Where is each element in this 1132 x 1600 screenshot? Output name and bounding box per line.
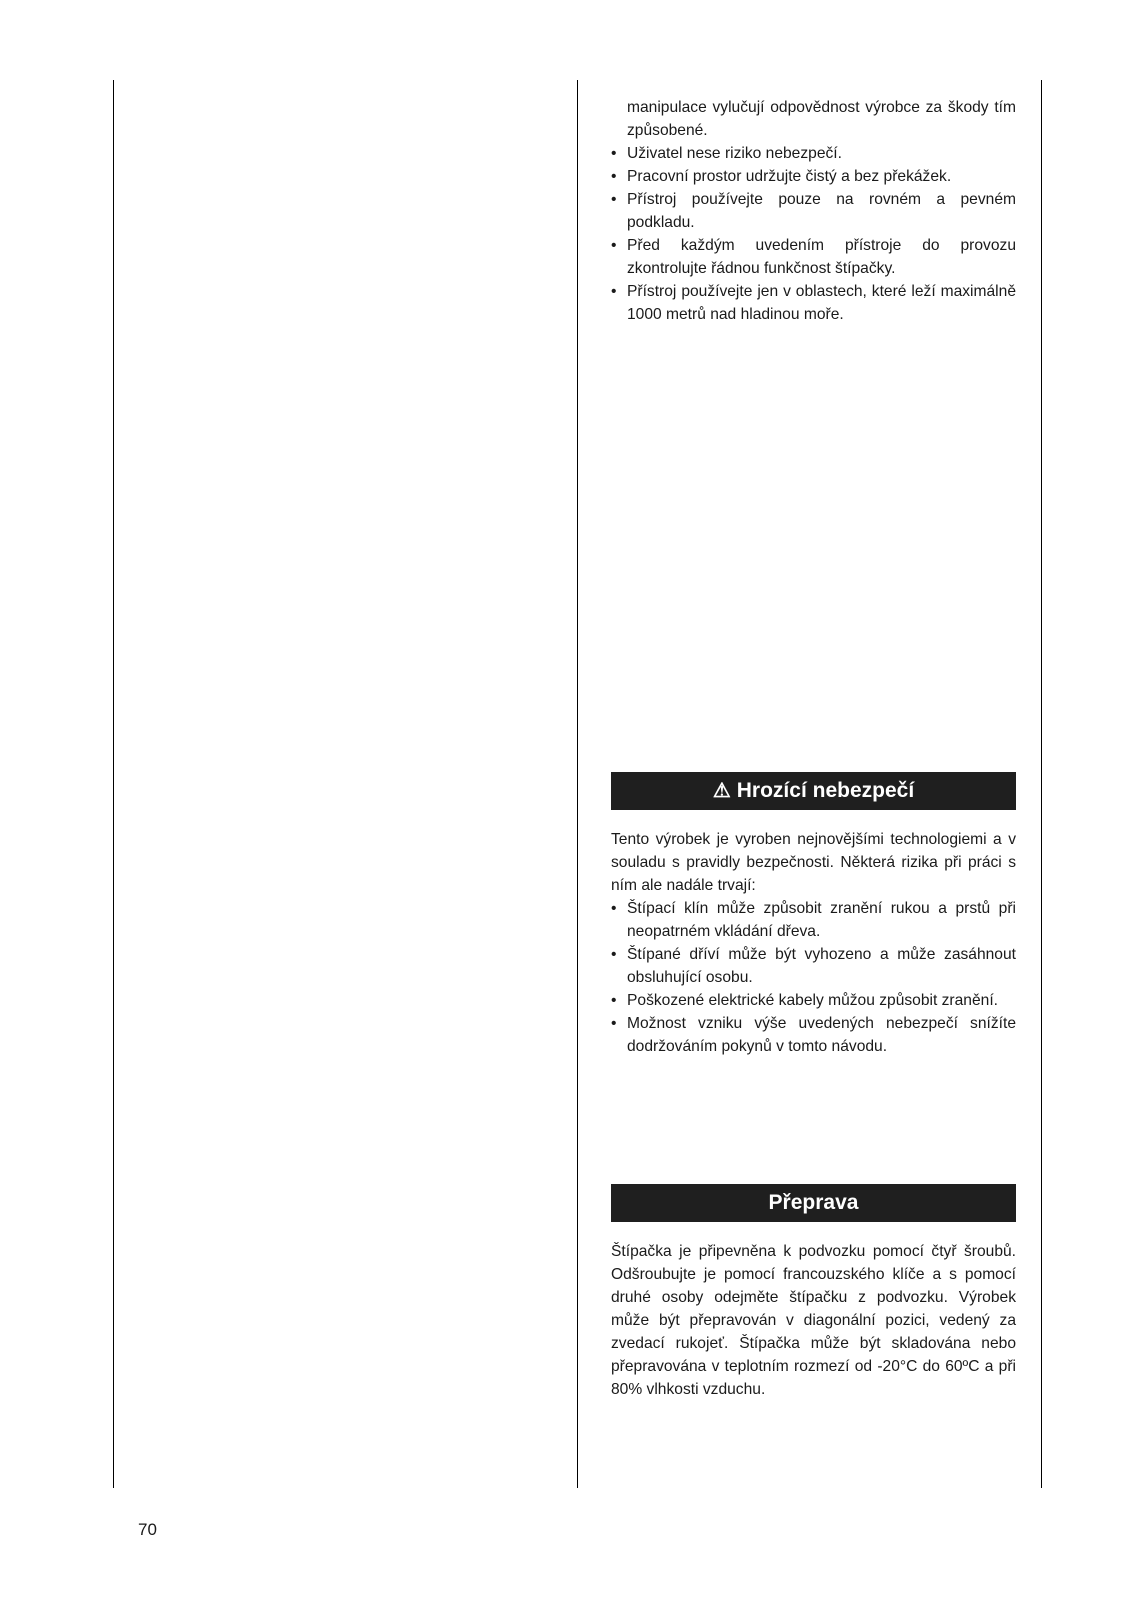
hazard-intro: Tento výrobek je vyroben nejnovějšími technologiemi a v souladu s pravidly bezpečnosti. Některá rizika při práci s ním ale nadále trvají: — [611, 831, 1016, 894]
list-item: • Přístroj používejte pouze na rovném a pevném podkladu. — [611, 188, 1016, 234]
continuation-text: manipulace vylučují odpovědnost výrobce za škody tím způsobené. — [627, 99, 1016, 139]
list-item: • Štípací klín může způsobit zranění rukou a prstů při neopatrném vkládání dřeva. — [611, 897, 1016, 943]
list-item: • Štípané dříví může být vyhozeno a může zasáhnout obsluhující osobu. — [611, 943, 1016, 989]
transport-text: Štípačka je připevněna k podvozku pomocí čtyř šroubů. Odšroubujte je pomocí francouzského klíče a s pomocí druhé osoby odejměte štípačku z podvozku. Výrobek může být přepravován v diagonální pozici, vedený za zvedací rukojeť. Štípačka může být skladována nebo přepravována v teplotním rozmezí od -20°C do 60ºC a při 80% vlhkosti vzduchu. — [611, 1243, 1016, 1398]
list-item: • Přístroj používejte jen v oblastech, které leží maximálně 1000 metrů nad hladinou moře. — [611, 280, 1016, 326]
page-number: 70 — [138, 1520, 157, 1539]
right-column-border — [1041, 80, 1042, 1488]
left-column-border — [113, 80, 114, 1488]
hazard-section-header — [611, 772, 1016, 810]
list-item: • Pracovní prostor udržujte čistý a bez překážek. — [611, 165, 1016, 188]
list-item: • Před každým uvedením přístroje do provozu zkontrolujte řádnou funkčnost štípačky. — [611, 234, 1016, 280]
top-section — [611, 96, 1016, 326]
list-item: • Uživatel nese riziko nebezpečí. — [611, 142, 1016, 165]
hazard-section-title: Hrozící nebezpečí — [736, 779, 915, 802]
warning-triangle-icon: ⚠ — [712, 780, 731, 802]
transport-section-body — [611, 1240, 1016, 1401]
list-item: • Poškozené elektrické kabely můžou způsobit zranění. — [611, 989, 1016, 1012]
hazard-bullet-list — [611, 897, 1016, 1058]
list-item: • Možnost vzniku výše uvedených nebezpečí snížíte dodržováním pokynů v tomto návodu. — [611, 1012, 1016, 1058]
transport-section-title: Přeprava — [768, 1191, 859, 1214]
hazard-section-body — [611, 828, 1016, 1058]
transport-section-header — [611, 1184, 1016, 1222]
top-bullet-list — [611, 142, 1016, 326]
center-column-divider — [577, 80, 578, 1488]
